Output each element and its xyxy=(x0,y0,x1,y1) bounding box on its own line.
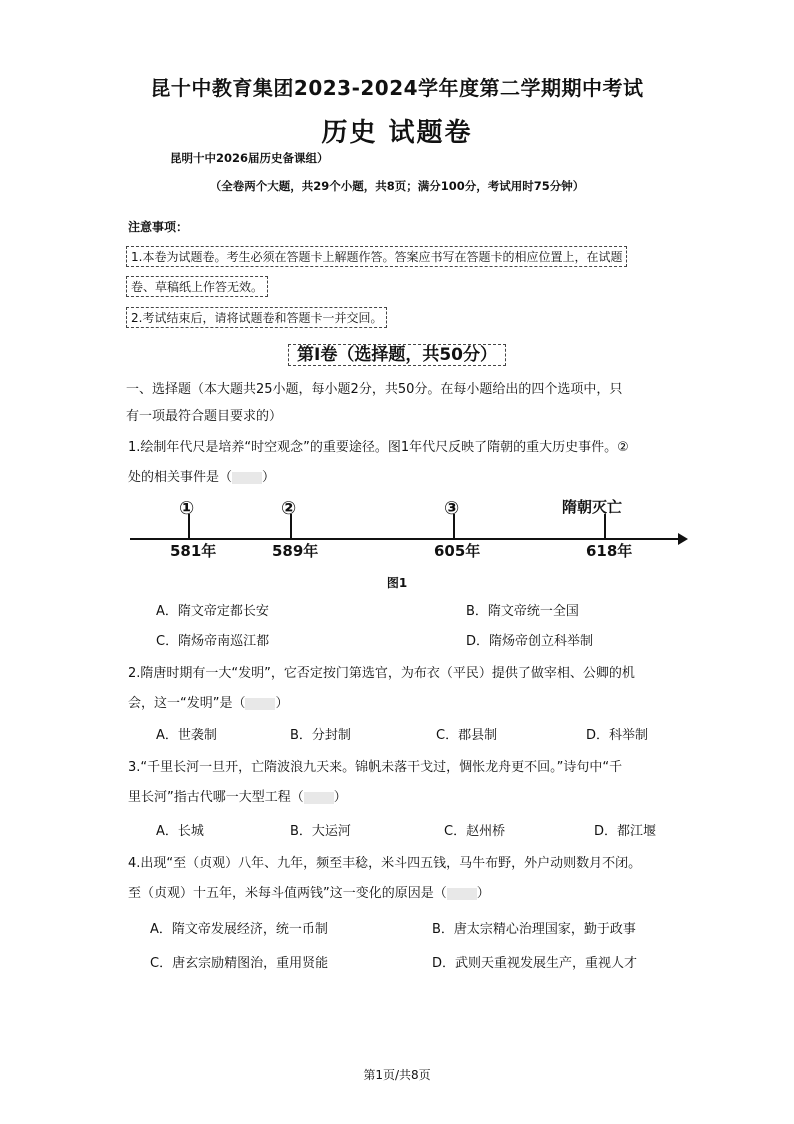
timeline-event-label: 隋朝灭亡 xyxy=(562,498,623,516)
q2-option-d[interactable]: D．科举制 xyxy=(586,728,649,743)
section-title-text: 第Ⅰ卷（选择题，共50分） xyxy=(288,344,506,366)
q1-stem-line-1: 1.绘制年代尺是培养“时空观念”的重要途径。图1年代尺反映了隋朝的重大历史事件。② xyxy=(128,440,629,455)
q4-stem-line-1: 4.出现“至（贞观）八年、九年，频至丰稔，米斗四五钱，马牛布野，外户动则数月不闭。 xyxy=(128,856,642,871)
timeline-arrow xyxy=(678,533,688,545)
notice-item-1-line-1: 1.本卷为试题卷。考生必须在答题卡上解题作答。答案应书写在答题卡的相应位置上，在试题 xyxy=(126,246,627,267)
q1-stem-line-2 xyxy=(128,466,275,485)
exam-subtitle: 历史 试题卷 xyxy=(321,118,473,148)
timeline-year: 581年 xyxy=(170,542,217,560)
q2-stem-line-2 xyxy=(128,692,289,711)
timeline-mark-2: ② xyxy=(281,498,297,519)
q1-stem-close: ） xyxy=(262,470,276,485)
q3-option-d[interactable]: D．都江堰 xyxy=(594,824,657,839)
q4-stem-text: 至（贞观）十五年，米每斗值两钱”这一变化的原因是（ xyxy=(128,886,447,901)
notice-heading: 注意事项： xyxy=(128,220,189,234)
notice-item-2: 2.考试结束后，请将试题卷和答题卡一并交回。 xyxy=(126,307,387,328)
exam-title: 昆十中教育集团2023-2024学年度第二学期期中考试 xyxy=(150,76,644,100)
q3-stem-close: ） xyxy=(333,790,347,805)
q3-stem-line-1: 3.“千里长河一旦开，亡隋波浪九天来。锦帆未落干戈过，惆怅龙舟更不回。”诗句中“千 xyxy=(128,760,623,775)
section-desc-line-1: 一、选择题（本大题共25小题，每小题2分，共50分。在每小题给出的四个选项中，只 xyxy=(126,382,623,397)
answer-blank xyxy=(447,888,477,900)
q2-stem-text: 会，这一“发明”是（ xyxy=(128,696,246,711)
q3-option-c[interactable]: C．赵州桥 xyxy=(444,824,506,839)
q3-option-a[interactable]: A．长城 xyxy=(156,824,204,839)
section-title xyxy=(0,340,794,365)
q2-option-a[interactable]: A．世袭制 xyxy=(156,728,217,743)
exam-info: （全卷两个大题，共29个小题，共8页；满分100分，考试用时75分钟） xyxy=(209,179,585,193)
q4-stem-close: ） xyxy=(476,886,490,901)
answer-blank xyxy=(304,792,334,804)
timeline-mark-3: ③ xyxy=(444,498,460,519)
page-footer: 第1页/共8页 xyxy=(363,1068,431,1082)
q4-option-a[interactable]: A．隋文帝发展经济，统一币制 xyxy=(150,922,328,937)
q2-option-c[interactable]: C．郡县制 xyxy=(436,728,498,743)
q4-option-c[interactable]: C．唐玄宗励精图治，重用贤能 xyxy=(150,956,329,971)
q3-option-b[interactable]: B．大运河 xyxy=(290,824,351,839)
timeline-year: 605年 xyxy=(434,542,481,560)
figure-caption: 图1 xyxy=(386,576,408,590)
timeline-tick xyxy=(604,514,606,538)
q1-option-b[interactable]: B．隋文帝统一全国 xyxy=(466,604,579,619)
q2-stem-close: ） xyxy=(275,696,289,711)
q2-stem-line-1: 2.隋唐时期有一大“发明”，它否定按门第选官，为布衣（平民）提供了做宰相、公卿的机 xyxy=(128,666,635,681)
q1-stem-text: 处的相关事件是（ xyxy=(128,470,233,485)
section-desc-line-2: 有一项最符合题目要求的） xyxy=(126,409,283,424)
timeline-year: 589年 xyxy=(272,542,319,560)
q1-option-d[interactable]: D．隋炀帝创立科举制 xyxy=(466,634,594,649)
q3-stem-line-2 xyxy=(128,786,347,805)
notice-item-1-line-2: 卷、草稿纸上作答无效。 xyxy=(126,276,268,297)
timeline-figure xyxy=(130,492,690,562)
q3-stem-text: 里长河”指古代哪一大型工程（ xyxy=(128,790,304,805)
q2-option-b[interactable]: B．分封制 xyxy=(290,728,351,743)
organizer-text: 昆明十中2026届历史备课组） xyxy=(170,151,329,165)
answer-blank xyxy=(232,472,262,484)
q1-option-a[interactable]: A．隋文帝定都长安 xyxy=(156,604,269,619)
timeline-year: 618年 xyxy=(586,542,633,560)
q1-option-c[interactable]: C．隋炀帝南巡江都 xyxy=(156,634,270,649)
q4-stem-line-2 xyxy=(128,882,490,901)
timeline-mark-1: ① xyxy=(179,498,195,519)
q4-option-d[interactable]: D．武则天重视发展生产，重视人才 xyxy=(432,956,638,971)
q4-option-b[interactable]: B．唐太宗精心治理国家，勤于政事 xyxy=(432,922,636,937)
answer-blank xyxy=(245,698,275,710)
